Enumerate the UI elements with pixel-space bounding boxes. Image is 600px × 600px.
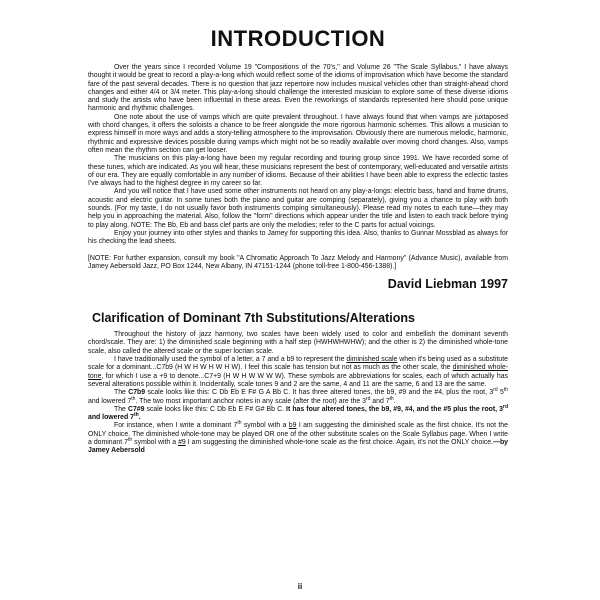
page-title: INTRODUCTION — [210, 26, 386, 51]
text-run: I have traditionally used the symbol of a letter, a 7 and a b9 to represent the — [114, 356, 347, 364]
ordinal-suffix: th — [503, 387, 509, 394]
text-run: . — [393, 397, 396, 405]
ordinal-suffix: th — [237, 420, 242, 427]
text-run: and 7 — [370, 397, 390, 405]
bold-run: . — [138, 414, 141, 422]
text-run: scale looks like this: C Db Eb E F# G# Bb C. — [144, 405, 287, 413]
underlined-term: diminished scale — [346, 356, 398, 364]
underlined-term: diminished whole-tone — [88, 364, 508, 380]
text-run: 5 — [497, 389, 504, 397]
text-run: and lowered 7 — [88, 397, 132, 405]
page-number: ii — [297, 582, 303, 591]
ordinal-suffix: th — [133, 412, 139, 419]
text-run: For instance, when I write a dominant 7 — [114, 422, 238, 430]
ordinal-suffix: rd — [503, 403, 508, 410]
text-run: The — [114, 389, 129, 397]
ordinal-suffix: rd — [365, 395, 371, 402]
author-signature: David Liebman 1997 — [387, 277, 508, 292]
intro-paragraph: One note about the use of vamps which are quite prevalent throughout. I have always found that when vamps are juxtaposed with chord changes, it offers the soloists a chance to be freer alongside the more rigorous harmonic schemes. This allows a musician to express himself in more ways and adds a story-telling atmosphere to the improvisation. Obviously there are numerous melodic, harmonic, rhythmic and expressive devices possible during vamps which might not be so readily available over moving chord changes. Also, vamps often mean the rhythm section can get looser. — [88, 113, 508, 154]
text-run: I am suggesting the diminished scale as the first choice. It's not the ONLY choice. The diminished whole-tone may be played OR one of the other substitute scales on the Scale Syllabus page. When I write a dominant 7 — [88, 422, 508, 446]
intro-paragraph: The musicians on this play-a-long have been my regular recording and touring group since 1991. We have recorded some of these tunes, which are indicated. As you will hear, these musicians represent the best of contemporary, well-educated and versatile artists of our era. They are equally comfortable in any number of idioms. Because of their abilities I have been able to express the eclectic tastes I've always had to the highest degree in my career so far. — [88, 155, 508, 188]
text-run: The — [114, 405, 128, 413]
text-run: symbol with a — [132, 438, 179, 446]
clar-paragraph — [88, 422, 508, 455]
intro-paragraph: Over the years since I recorded Volume 19 "Compositions of the 70's," and Volume 26 "The Scale Syllabus," I have always thought it would be great to record a play-a-long which would reflect some of the idioms of improvisation which have become the standard fare of the past several decades. There is no question that jazz repertoire now includes musical vehicles other than straight-ahead chord changes and either 4/4 or 3/4 meter. This play-a-long should challenge the interested musician to explore some of these diverse idioms and study the artists who have been influential in these areas. Even the reworkings of standards represented here should pose unique harmonic and rhythmic challenges. — [88, 64, 508, 113]
book-note: [NOTE: For further expansion, consult my book "A Chromatic Approach To Jazz Melody and Harmony" (Advance Music), available from Jamey Aebersold Jazz, PO Box 1244, New Albany, IN 47151-1244 (phone toll-free 1-800-456-1388).] — [88, 254, 508, 270]
ordinal-suffix: th — [128, 436, 133, 443]
text-run: I am suggesting the diminished whole-tone scale as the first choice. Again, it's not the ONLY choice. — [185, 438, 494, 446]
bold-run: It has four altered tones, the b9, #9, #4, and the #5 plus the root, 3 — [286, 405, 503, 413]
text-run: symbol with a — [241, 422, 289, 430]
text-run: . The two most important anchor notes in any scale (after the root) are the 3 — [135, 397, 366, 405]
intro-paragraph: Enjoy your journey into other styles and thanks to Jamey for supporting this idea. Also, thanks to Gunnar Mossblad as always for his checking the lead sheets. — [88, 229, 508, 246]
text-run: when it's being used as a substitute scale for a dominant...C7b9 (H W H W H W H W). I feel this scale has tension but not as much as the other scale, the — [88, 356, 508, 372]
introduction-body — [88, 64, 508, 247]
clar-paragraph: Throughout the history of jazz harmony, two scales have been widely used to color and embellish the dominant seventh chord/scale. They are: 1) the diminished scale beginning with a half step (HWHWHWHW); and the other is 2) the diminished whole-tone scale, also called the altered scale or the super locrian scale. — [88, 331, 508, 355]
underlined-term: #9 — [178, 438, 186, 446]
ordinal-suffix: th — [389, 395, 394, 402]
clarification-body — [88, 331, 508, 455]
clar-paragraph — [88, 356, 508, 389]
ordinal-suffix: rd — [493, 387, 498, 394]
text-run: , for which I use a +9 to denote...C7+9 (H W H W W W W). These symbols are abbreviations for scales, each of which actually has several alterations possible within it. Incidentally, scale tones 9 and 2 are the same, 4 and 11 are the same, 6 and 13 are the same. — [88, 372, 508, 388]
intro-paragraph: And you will notice that I have used some other instruments not heard on any play-a-longs: electric bass, hand and frame drums, acoustic and electric guitar. In some tunes both the piano and guitar are comping (separately), giving you a chance to play with both sounds. (For my taste, I do not usually favor both instruments comping simultaneously). Please read my notes to each tune—they may help you in approaching the material. Also, follow the "form" directions which appear under the title and listen to each track before trying to play along. NOTE: The Bb, Eb and bass clef parts are only the melodies; refer to the C parts for actual voicings. — [88, 188, 508, 229]
author-credit: —by Jamey Aebersold — [88, 438, 508, 455]
section-title: Clarification of Dominant 7th Substitutions/Alterations — [92, 311, 415, 326]
underlined-term: b9 — [288, 422, 297, 430]
scale-name: C7#9 — [127, 405, 145, 413]
ordinal-suffix: th — [131, 395, 136, 402]
clar-paragraph — [88, 389, 508, 406]
scale-name: C7b9 — [128, 389, 146, 397]
text-run: scale looks like this: C Db Eb E F# G A Bb C. It has three altered tones, the b9, #9 and the #4, plus the root, 3 — [145, 389, 494, 397]
bold-run: and lowered 7 — [88, 414, 134, 422]
clar-paragraph — [88, 403, 508, 423]
